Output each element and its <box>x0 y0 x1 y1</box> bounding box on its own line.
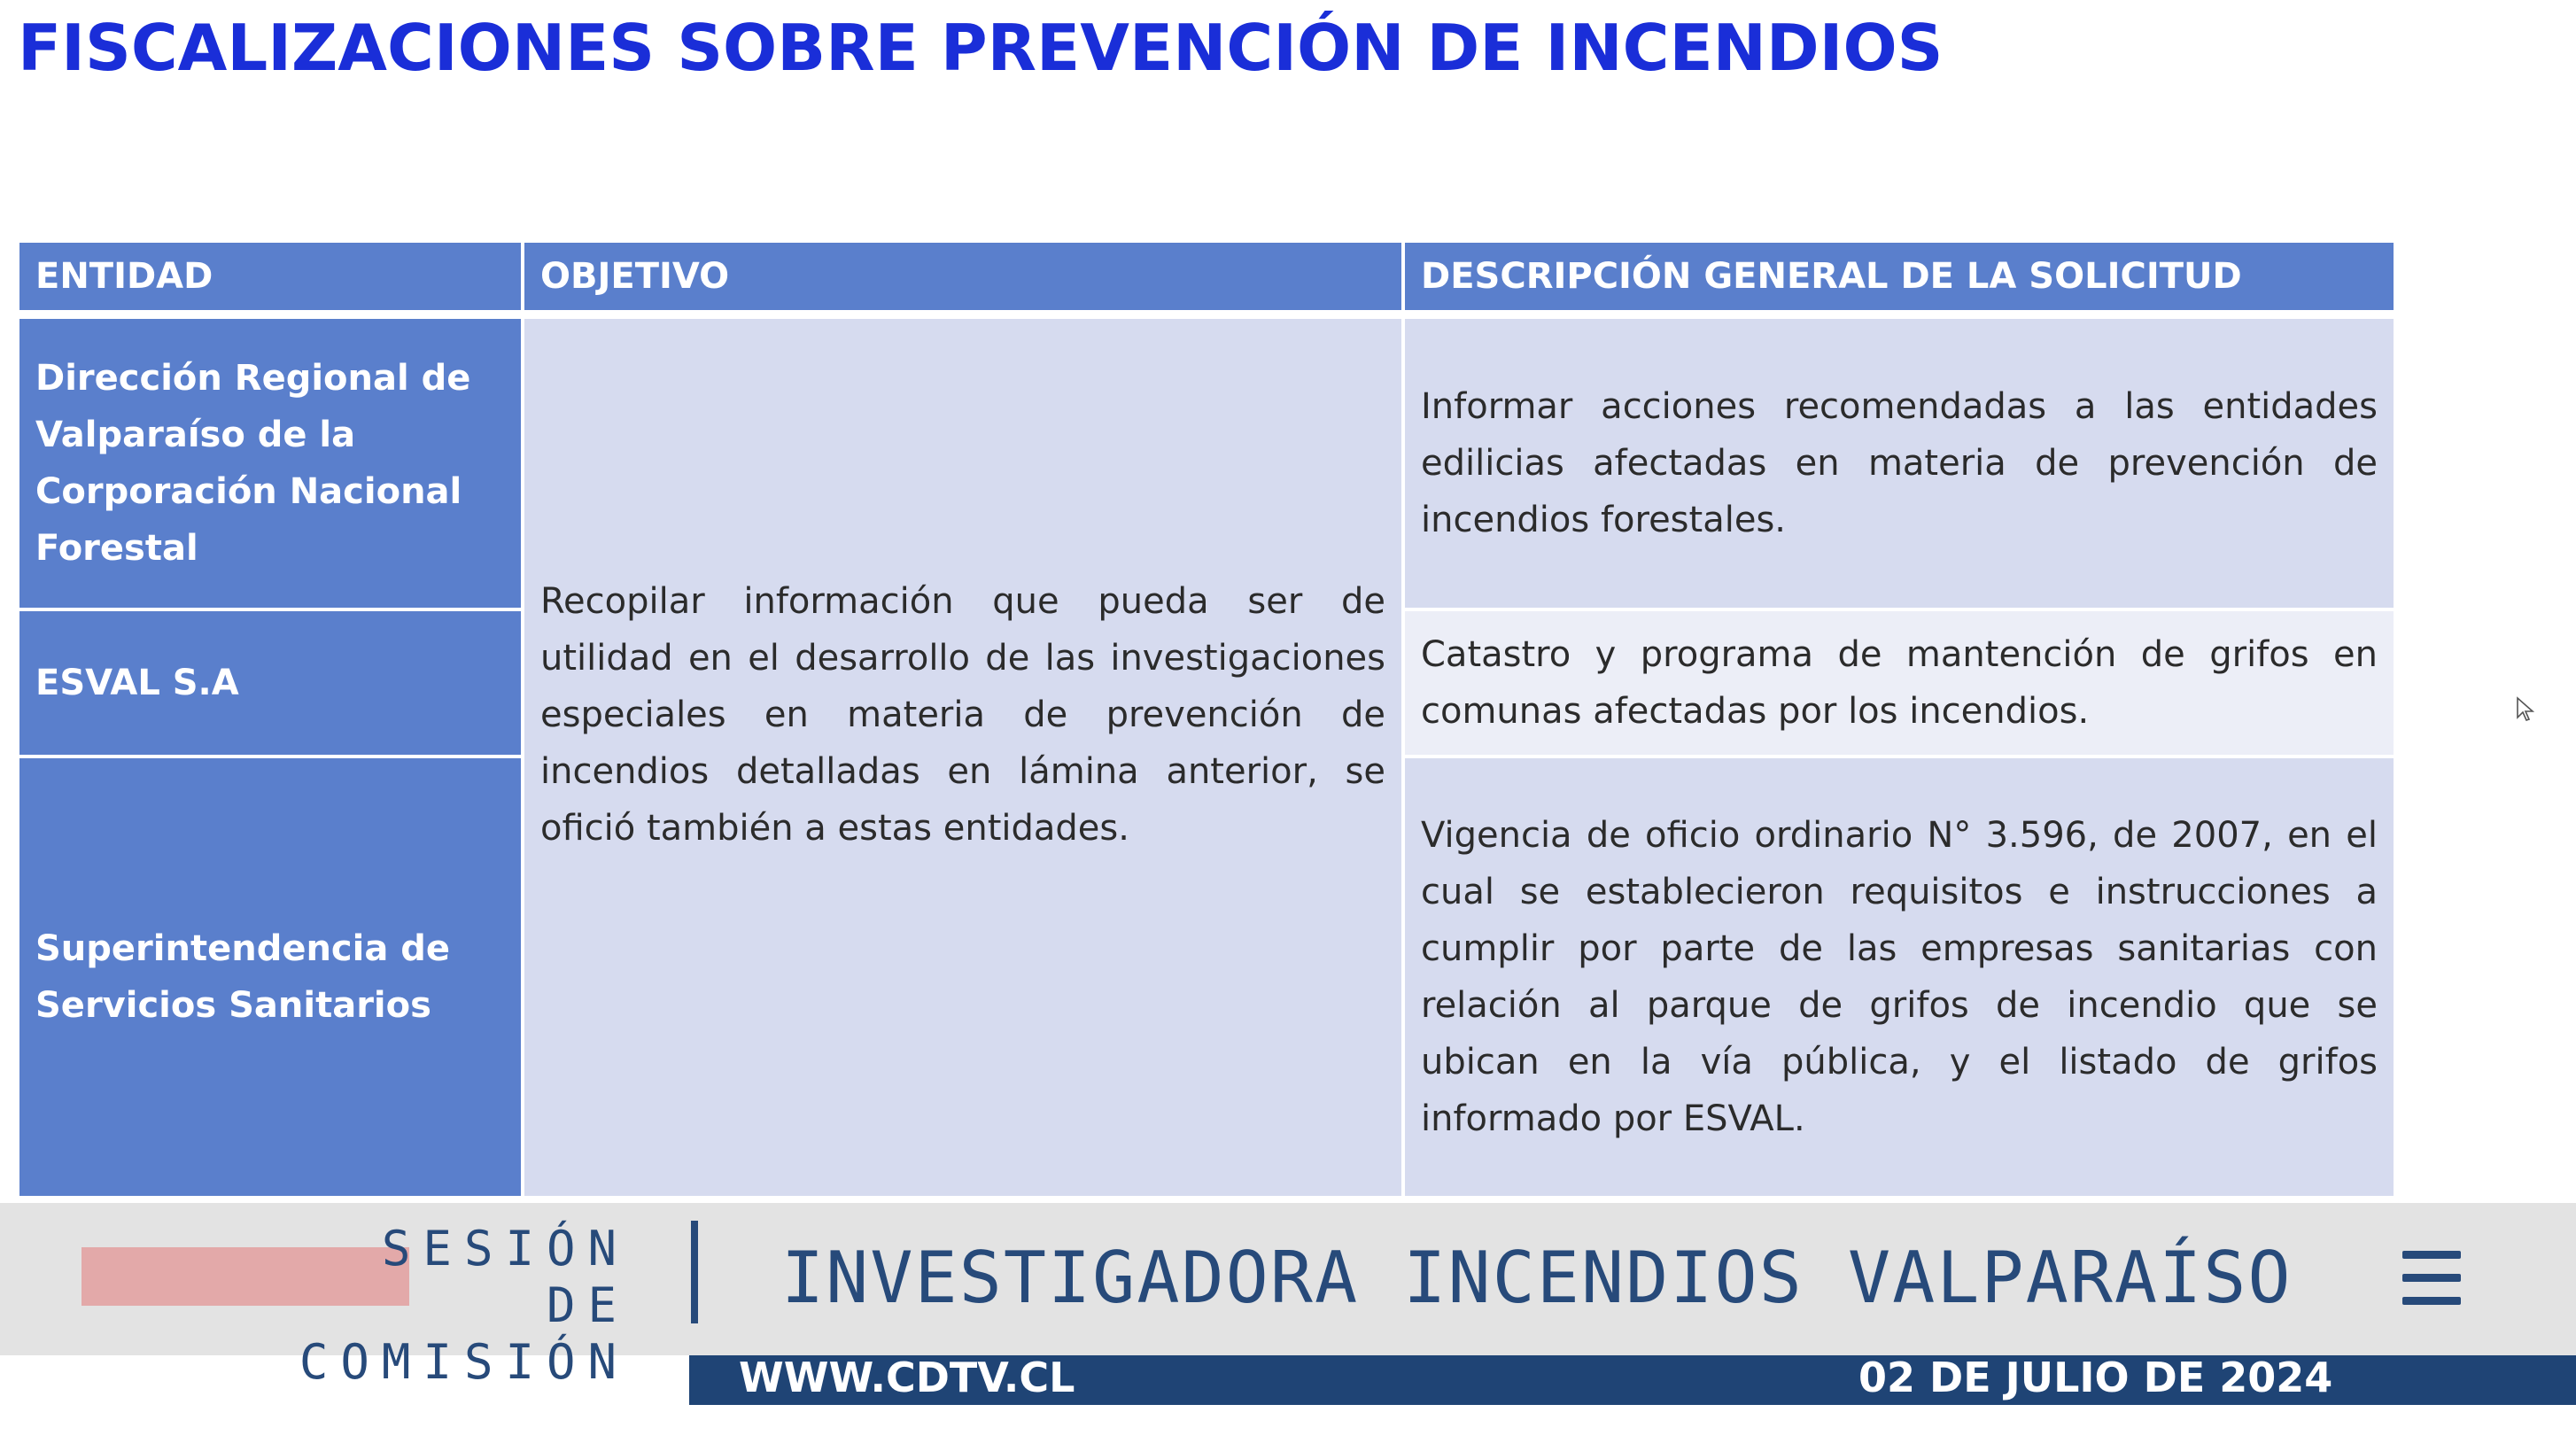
objective-text: Recopilar información que pueda ser de utilidad en el desarrollo de las investigaciones especiales en materia de prevención de incendios detalladas en lámina anterior, se ofició también a estas entidades. <box>540 581 1385 849</box>
entity-cell-esval <box>19 611 521 755</box>
description-text: Vigencia de oficio ordinario N° 3.596, de 2007, en el cual se establecieron requisitos e instrucciones a cumplir por parte de las empresas sanitarias con relación al parque de grifos de incendio que se ubican en la vía pública, y el listado de grifos informado por ESVAL. <box>1421 815 2378 1139</box>
header-objetivo: OBJETIVO <box>524 243 1401 310</box>
hamburger-menu-icon[interactable] <box>2402 1251 2461 1306</box>
slide-title: FISCALIZACIONES SOBRE PREVENCIÓN DE INCENDIOS <box>18 11 1944 85</box>
inspection-table <box>19 243 2394 1196</box>
description-cell-siss <box>1405 758 2394 1196</box>
description-cell-conaf <box>1405 319 2394 608</box>
description-text: Informar acciones recomendadas a las entidades edilicias afectadas en materia de prevención de incendios forestales. <box>1421 386 2378 540</box>
session-label <box>275 1221 629 1391</box>
session-label-line1: SESIÓN DE <box>381 1221 629 1333</box>
banner-title: INVESTIGADORA INCENDIOS VALPARAÍSO <box>781 1237 2293 1319</box>
broadcast-date: 02 DE JULIO DE 2024 <box>1858 1354 2333 1401</box>
header-entidad: ENTIDAD <box>19 243 521 310</box>
entity-cell-siss <box>19 758 521 1196</box>
mouse-cursor-icon <box>2516 696 2535 723</box>
entity-cell-conaf <box>19 319 521 608</box>
objective-cell <box>524 319 1401 1196</box>
description-cell-esval <box>1405 611 2394 755</box>
entity-label: Dirección Regional de Valparaíso de la Corporación Nacional Forestal <box>35 358 471 569</box>
description-text: Catastro y programa de mantención de grifos en comunas afectadas por los incendios. <box>1421 634 2378 732</box>
website-url: WWW.CDTV.CL <box>739 1354 1075 1401</box>
banner-divider <box>691 1221 698 1323</box>
entity-label: ESVAL S.A <box>35 663 239 703</box>
header-descripcion: DESCRIPCIÓN GENERAL DE LA SOLICITUD <box>1405 243 2394 310</box>
session-label-line2: COMISIÓN <box>299 1334 629 1390</box>
entity-label: Superintendencia de Servicios Sanitarios <box>35 928 451 1026</box>
